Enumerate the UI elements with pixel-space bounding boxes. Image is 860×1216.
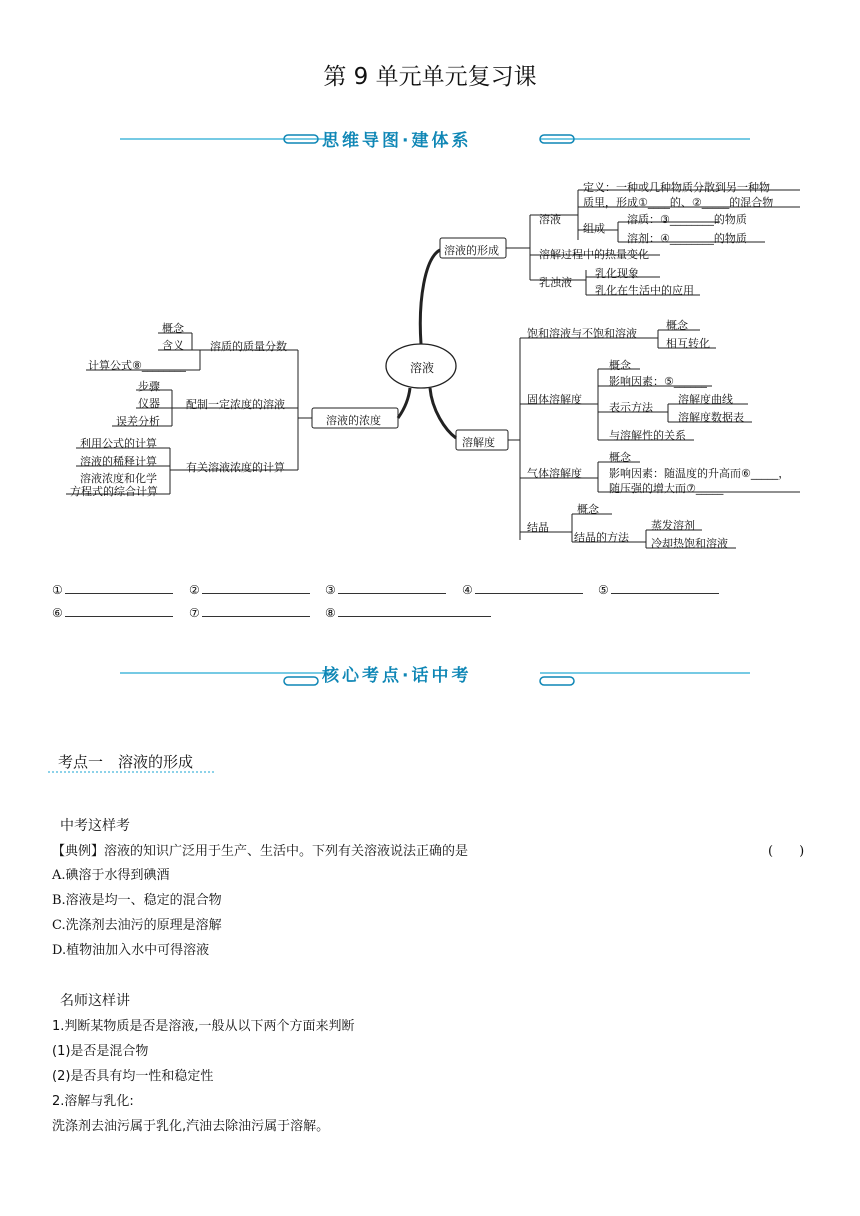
mindmap-definition-2: 质里，形成①____的、②_____的混合物 <box>583 196 774 209</box>
mindmap-sat-concept: 概念 <box>666 319 688 332</box>
mindmap-crystal-concept: 概念 <box>577 503 599 516</box>
mindmap-concentration: 溶液的浓度 <box>326 414 381 427</box>
mindmap-sat-convert: 相互转化 <box>666 337 710 350</box>
mindmap-formation: 溶液的形成 <box>444 244 499 257</box>
mindmap-gas-concept: 概念 <box>609 451 631 464</box>
teacher-line-5: 洗涤剂去油污属于乳化,汽油去除油污属于溶解。 <box>52 1119 330 1134</box>
mindmap-dilute: 溶液的稀释计算 <box>80 455 157 468</box>
blank-5[interactable]: ⑤ <box>598 582 719 597</box>
blank-3[interactable]: ③ <box>325 582 446 597</box>
option-a[interactable]: A.碘溶于水得到碘酒 <box>52 868 170 883</box>
mindmap-relation: 与溶解性的关系 <box>609 429 686 442</box>
mindmap-heat: 溶解过程中的热量变化 <box>539 248 649 261</box>
mindmap-curve: 溶解度曲线 <box>678 393 733 406</box>
mindmap-solid-factor: 影响因素：⑤______ <box>609 375 707 388</box>
teacher-heading: 名师这样讲 <box>60 993 130 1009</box>
page-title: 第 9 单元单元复习课 <box>323 64 537 90</box>
mindmap-mf-concept: 概念 <box>162 322 184 335</box>
teacher-line-3: (2)是否具有均一性和稳定性 <box>52 1069 214 1084</box>
mindmap-steps: 步骤 <box>138 380 160 393</box>
mindmap-solid: 固体溶解度 <box>527 393 582 406</box>
mindmap-error: 误差分析 <box>116 415 160 428</box>
mindmap-solvent: 溶剂：④________的物质 <box>627 232 747 245</box>
mindmap-gas-factor-2: 随压强的增大而⑦_____ <box>609 482 724 495</box>
mindmap-instruments: 仪器 <box>138 397 160 410</box>
teacher-line-4: 2.溶解与乳化: <box>52 1094 134 1109</box>
blank-2[interactable]: ② <box>189 582 310 597</box>
mindmap-cool: 冷却热饱和溶液 <box>651 537 728 550</box>
mindmap-use-formula: 利用公式的计算 <box>80 437 157 450</box>
option-b[interactable]: B.溶液是均一、稳定的混合物 <box>52 893 222 908</box>
mindmap-crystal-methods: 结晶的方法 <box>574 531 629 544</box>
answer-bracket[interactable]: ( ) <box>768 844 805 859</box>
teacher-line-1: 1.判断某物质是否是溶液,一般从以下两个方面来判断 <box>52 1019 355 1034</box>
mindmap-mass-fraction: 溶质的质量分数 <box>210 340 287 353</box>
mindmap-represent: 表示方法 <box>609 401 653 414</box>
mindmap-emulsion: 乳浊液 <box>539 276 572 289</box>
mindmap-evaporate: 蒸发溶剂 <box>651 519 695 532</box>
mindmap-emulsify-app: 乳化在生活中的应用 <box>595 284 694 297</box>
mindmap-mf-meaning: 含义 <box>162 339 184 352</box>
mindmap-gas-factor-1: 影响因素：随温度的升高而⑥_____， <box>609 467 790 480</box>
question-stem: 【典例】溶液的知识广泛用于生产、生活中。下列有关溶液说法正确的是 <box>52 844 469 859</box>
blank-4[interactable]: ④ <box>462 582 583 597</box>
exam-heading: 中考这样考 <box>60 818 130 834</box>
mindmap-solution: 溶液 <box>539 213 561 226</box>
mindmap-emulsify: 乳化现象 <box>595 267 639 280</box>
mindmap-solubility: 溶解度 <box>462 436 495 449</box>
mindmap-table: 溶解度数据表 <box>678 411 744 424</box>
mindmap-center: 溶液 <box>410 361 435 375</box>
banner-mindmap: 思维导图·建体系 <box>322 131 472 151</box>
option-d[interactable]: D.植物油加入水中可得溶液 <box>52 943 210 958</box>
mindmap-definition-1: 定义：一种或几种物质分散到另一种物 <box>583 181 770 194</box>
mindmap-prepare: 配制一定浓度的溶液 <box>186 398 285 411</box>
mindmap-combined-1: 溶液浓度和化学 <box>80 472 157 485</box>
mindmap-combined-2: 方程式的综合计算 <box>70 485 158 498</box>
blank-6[interactable]: ⑥ <box>52 605 173 620</box>
mindmap-crystal: 结晶 <box>527 521 549 534</box>
banner-core-points: 核心考点·话中考 <box>322 666 472 686</box>
mindmap-gas: 气体溶解度 <box>527 467 582 480</box>
blank-8[interactable]: ⑧ <box>325 605 491 620</box>
mindmap-composition: 组成 <box>583 222 605 235</box>
blank-7[interactable]: ⑦ <box>189 605 310 620</box>
blank-1[interactable]: ① <box>52 582 173 597</box>
section-heading: 考点一 溶液的形成 <box>58 753 194 771</box>
mindmap-calc: 有关溶液浓度的计算 <box>186 461 285 474</box>
mindmap-saturated: 饱和溶液与不饱和溶液 <box>527 327 637 340</box>
mindmap-solid-concept: 概念 <box>609 359 631 372</box>
option-c[interactable]: C.洗涤剂去油污的原理是溶解 <box>52 918 222 933</box>
mindmap-solute: 溶质：③________的物质 <box>627 213 747 226</box>
teacher-line-2: (1)是否是混合物 <box>52 1044 149 1059</box>
mindmap-mf-formula: 计算公式⑧________ <box>88 359 186 372</box>
